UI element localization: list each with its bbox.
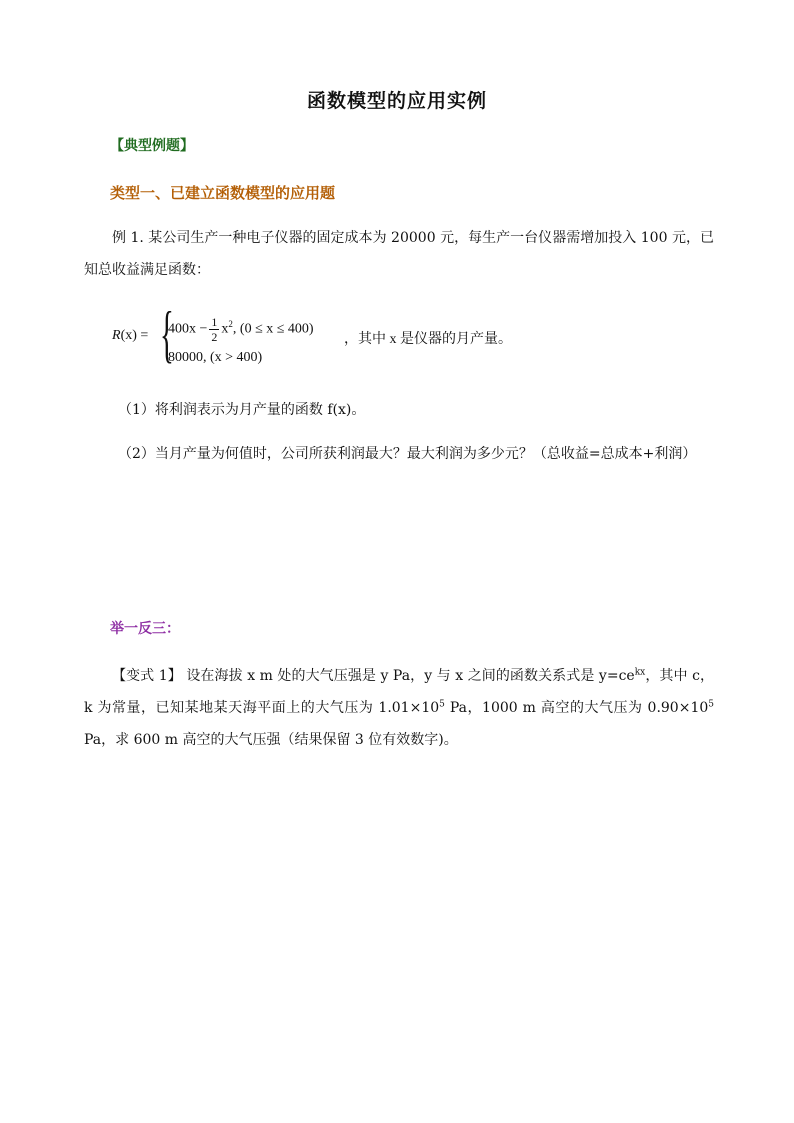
exponent-5-b: 5 bbox=[708, 699, 714, 710]
fraction-one-half bbox=[209, 315, 219, 344]
document-title: 函数模型的应用实例 bbox=[306, 90, 487, 112]
fraction-numerator: 1 bbox=[211, 315, 218, 329]
formula-fn-name: R bbox=[112, 328, 121, 343]
case1-exponent: 2 bbox=[228, 319, 233, 330]
type-one-heading: 类型一、已建立函数模型的应用题 bbox=[110, 184, 336, 202]
case1-condition: , (0 ≤ x ≤ 400) bbox=[232, 321, 314, 337]
variant-text-b: ，其中 c，k 为常量，已知某地某天海平面上的大气压为 1.01×10 bbox=[84, 668, 714, 716]
variant-label: 【变式 1】 bbox=[112, 668, 182, 684]
case1-term: 400x − bbox=[168, 321, 208, 337]
formula-fn-arg: (x) = bbox=[120, 328, 149, 343]
typical-examples-tag: 【典型例题】 bbox=[110, 138, 194, 154]
case1-var: x bbox=[221, 321, 229, 337]
formula-tail-text: ，其中 x 是仪器的月产量。 bbox=[344, 332, 512, 347]
formula-case-2: 80000, (x > 400) bbox=[168, 350, 263, 365]
formula-lhs bbox=[112, 328, 148, 344]
exponent-5-a: 5 bbox=[439, 699, 445, 710]
variant-1-paragraph bbox=[84, 660, 714, 756]
variant-text-a: 设在海拔 x m 处的大气压强是 y Pa，y 与 x 之间的函数关系式是 y=ce bbox=[181, 668, 635, 684]
fraction-denominator: 2 bbox=[211, 330, 218, 344]
variant-text-d: Pa，求 600 m 高空的大气压强（结果保留 3 位有效数字)。 bbox=[84, 732, 458, 748]
practice-heading: 举一反三： bbox=[110, 621, 180, 637]
formula-case-1 bbox=[168, 315, 314, 344]
question-2: （2）当月产量为何值时，公司所获利润最大？最大利润为多少元？（总收益=总成本+利润） bbox=[118, 446, 697, 462]
question-1: （1）将利润表示为月产量的函数 f(x)。 bbox=[118, 402, 366, 418]
piecewise-formula bbox=[112, 298, 732, 372]
variant-text-c: Pa，1000 m 高空的大气压为 0.90×10 bbox=[444, 700, 709, 716]
example-1-intro: 例 1. 某公司生产一种电子仪器的固定成本为 20000 元，每生产一台仪器需增加投入 100 元，已知总收益满足函数： bbox=[84, 230, 714, 278]
left-brace: { bbox=[160, 298, 174, 369]
exponent-kx: kx bbox=[634, 667, 646, 678]
